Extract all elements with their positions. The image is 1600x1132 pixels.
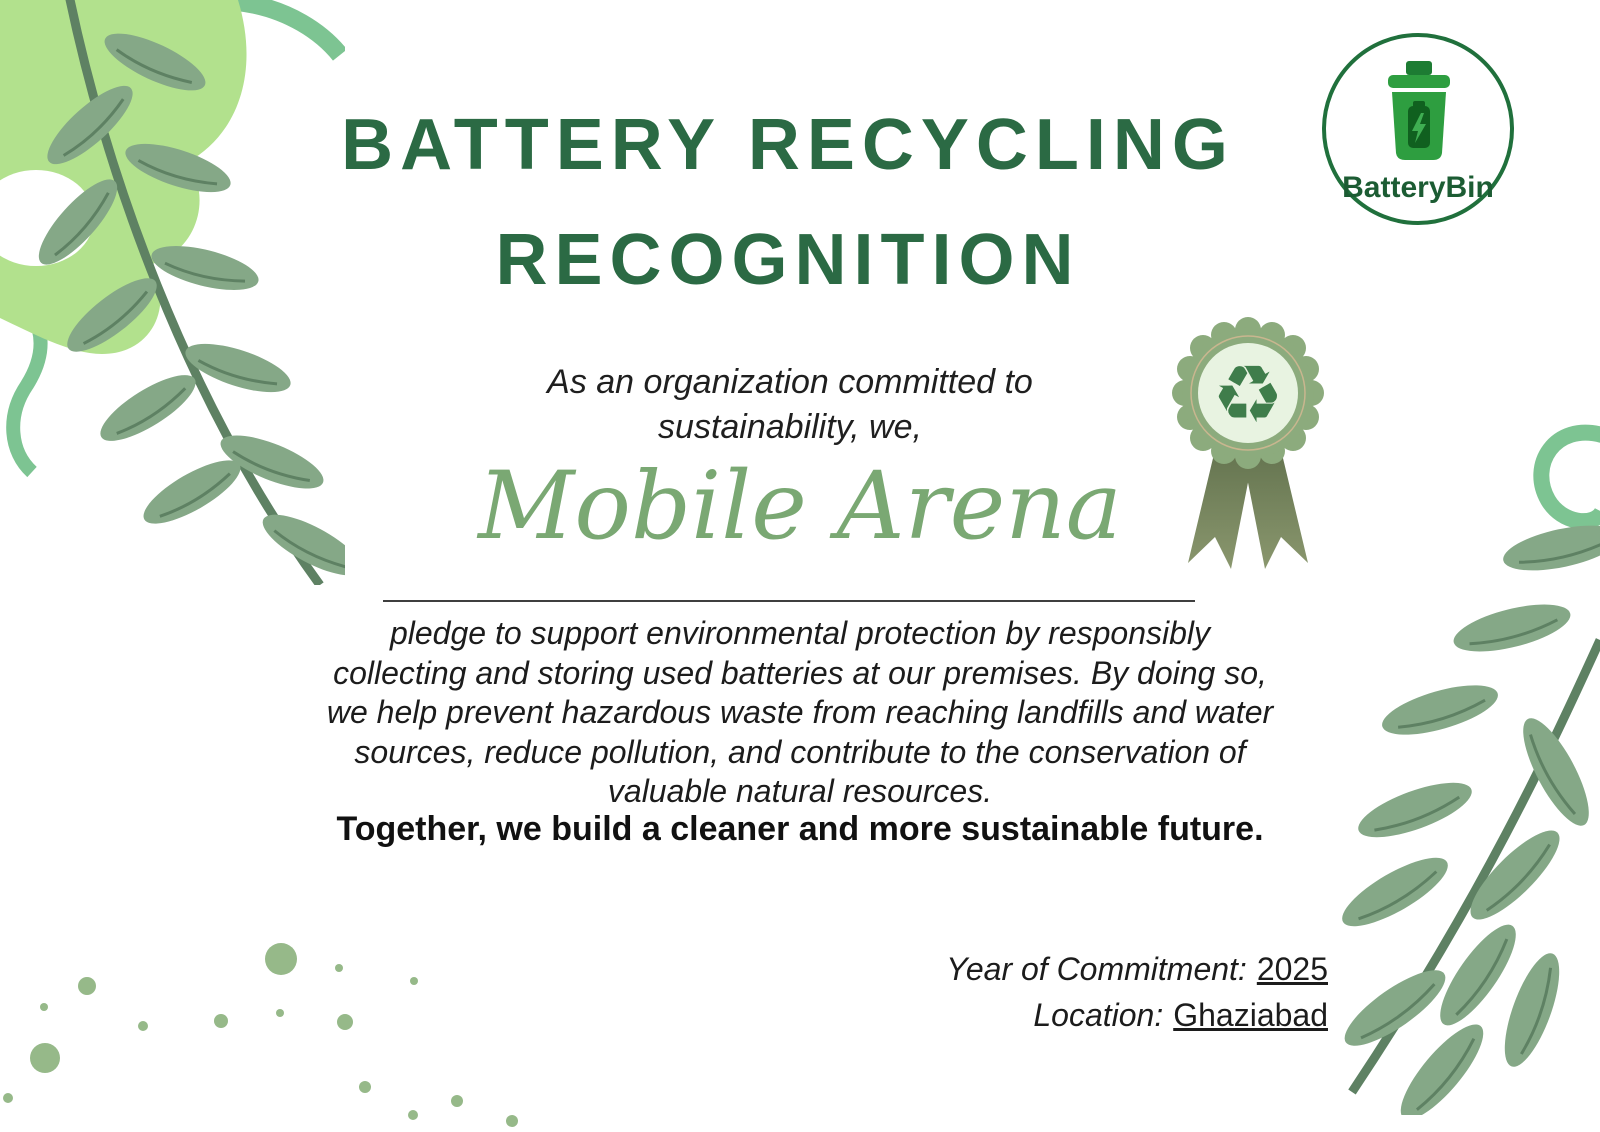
pledge-line-1: pledge to support environmental protection by responsibly <box>389 615 1211 651</box>
intro-line-1: As an organization committed to <box>547 363 1033 401</box>
tagline-text: Together, we build a cleaner and more sustainable future. <box>336 810 1264 848</box>
pledge-line-4: sources, reduce pollution, and contribute to the conservation of <box>354 733 1246 770</box>
intro-text <box>270 360 1310 450</box>
swirl-vine-shape <box>150 2 340 55</box>
foliage-branch-right-decoration <box>1300 420 1600 1115</box>
organization-signature: Mobile Arena <box>478 452 1122 561</box>
location-value: Ghaziabad <box>1173 997 1328 1033</box>
swirl-vine-shape <box>1541 433 1600 522</box>
year-value: 2025 <box>1256 951 1328 987</box>
pledge-line-3: we help prevent hazardous waste from reaching landfills and water <box>326 694 1274 730</box>
intro-line-2: sustainability, we, <box>658 408 922 446</box>
commitment-details <box>946 946 1328 1038</box>
certificate-title <box>0 88 1576 318</box>
pledge-line-2: collecting and storing used batteries at our premises. By doing so, <box>333 654 1267 691</box>
branch-stem-shape <box>1352 640 1600 1092</box>
pledge-paragraph <box>268 614 1332 812</box>
logo-wordmark: BatteryBin <box>1342 171 1494 204</box>
year-label: Year of Commitment: <box>946 951 1247 987</box>
pledge-line-5: valuable natural resources. <box>607 773 993 809</box>
location-row <box>946 992 1328 1038</box>
title-line-1: BATTERY RECYCLING <box>341 105 1235 185</box>
title-line-2: RECOGNITION <box>495 220 1081 300</box>
scattered-dots-decoration <box>0 880 560 1132</box>
location-label: Location: <box>1033 997 1164 1033</box>
recycle-symbol-icon: ♻ <box>1212 348 1284 441</box>
signature-line <box>383 600 1195 602</box>
year-of-commitment-row <box>946 946 1328 992</box>
